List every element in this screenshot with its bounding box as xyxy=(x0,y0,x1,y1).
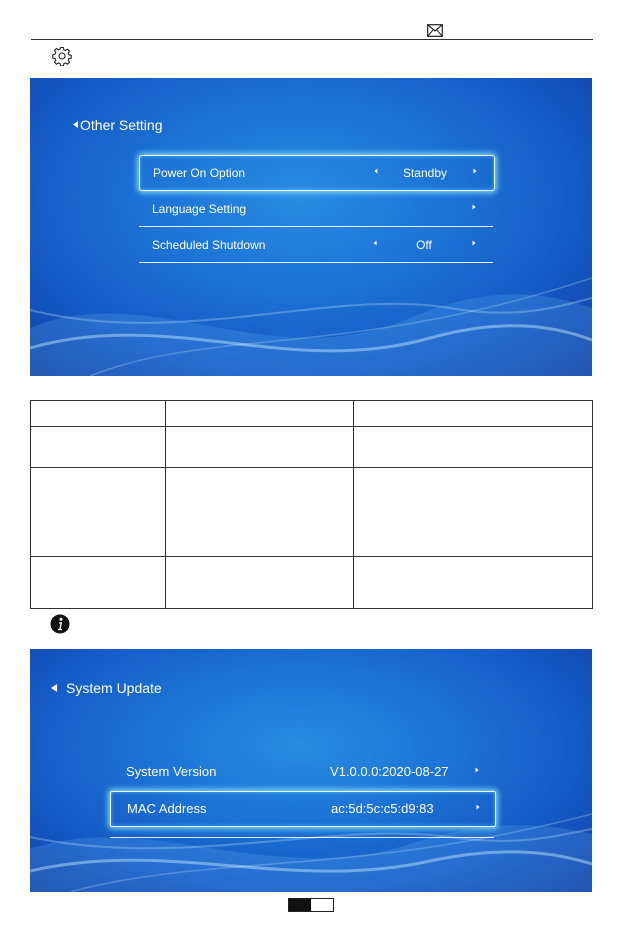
menu-item-value: Standby xyxy=(402,166,448,180)
menu-item-mac-address[interactable] xyxy=(110,791,496,827)
table-cell xyxy=(166,427,354,468)
menu-divider xyxy=(110,837,494,838)
table-cell xyxy=(166,557,354,609)
menu-item-scheduled-shutdown[interactable] xyxy=(139,228,493,263)
menu-item-language-setting[interactable] xyxy=(139,192,493,227)
arrow-right-icon[interactable] xyxy=(474,766,480,774)
menu-item-label: Language Setting xyxy=(152,202,247,216)
arrow-left-icon[interactable] xyxy=(373,167,379,175)
table-cell xyxy=(166,468,354,557)
table-cell xyxy=(354,401,593,427)
system-update-screen xyxy=(30,649,592,892)
arrow-left-icon[interactable] xyxy=(372,239,378,247)
table-cell xyxy=(354,557,593,609)
menu-item-label: Scheduled Shutdown xyxy=(152,238,266,252)
arrow-right-icon[interactable] xyxy=(475,803,481,811)
menu-item-system-version[interactable] xyxy=(110,755,494,789)
menu-item-label: MAC Address xyxy=(127,801,207,816)
screen-title: Other Setting xyxy=(80,117,163,133)
table-header-row xyxy=(31,401,593,427)
table-cell xyxy=(31,401,166,427)
table-cell xyxy=(354,427,593,468)
table-row xyxy=(31,468,593,557)
menu-item-value: ac:5d:5c:c5:d9:83 xyxy=(331,801,434,816)
table-cell xyxy=(166,401,354,427)
screen-title: System Update xyxy=(66,680,162,696)
gear-icon xyxy=(52,46,72,66)
menu-item-value: Off xyxy=(416,238,432,252)
back-arrow-icon[interactable] xyxy=(51,684,58,692)
arrow-right-icon[interactable] xyxy=(471,203,477,211)
menu-item-label: Power On Option xyxy=(153,166,246,180)
table-cell xyxy=(354,468,593,557)
table-cell xyxy=(31,427,166,468)
settings-description-table xyxy=(30,400,593,609)
other-setting-screen xyxy=(30,78,592,376)
menu-item-power-on-option[interactable] xyxy=(139,155,495,191)
mail-icon xyxy=(427,24,443,37)
page-marker xyxy=(288,898,334,912)
table-cell xyxy=(31,557,166,609)
menu-item-value: V1.0.0.0:2020-08-27 xyxy=(330,764,449,779)
menu-item-label: System Version xyxy=(126,764,217,779)
table-cell xyxy=(31,468,166,557)
info-icon xyxy=(50,614,70,634)
arrow-right-icon[interactable] xyxy=(472,167,478,175)
arrow-right-icon[interactable] xyxy=(471,239,477,247)
back-arrow-icon[interactable] xyxy=(73,121,78,128)
table-row xyxy=(31,557,593,609)
page-marker-fill xyxy=(289,899,311,911)
header-divider xyxy=(31,39,593,40)
table-row xyxy=(31,427,593,468)
